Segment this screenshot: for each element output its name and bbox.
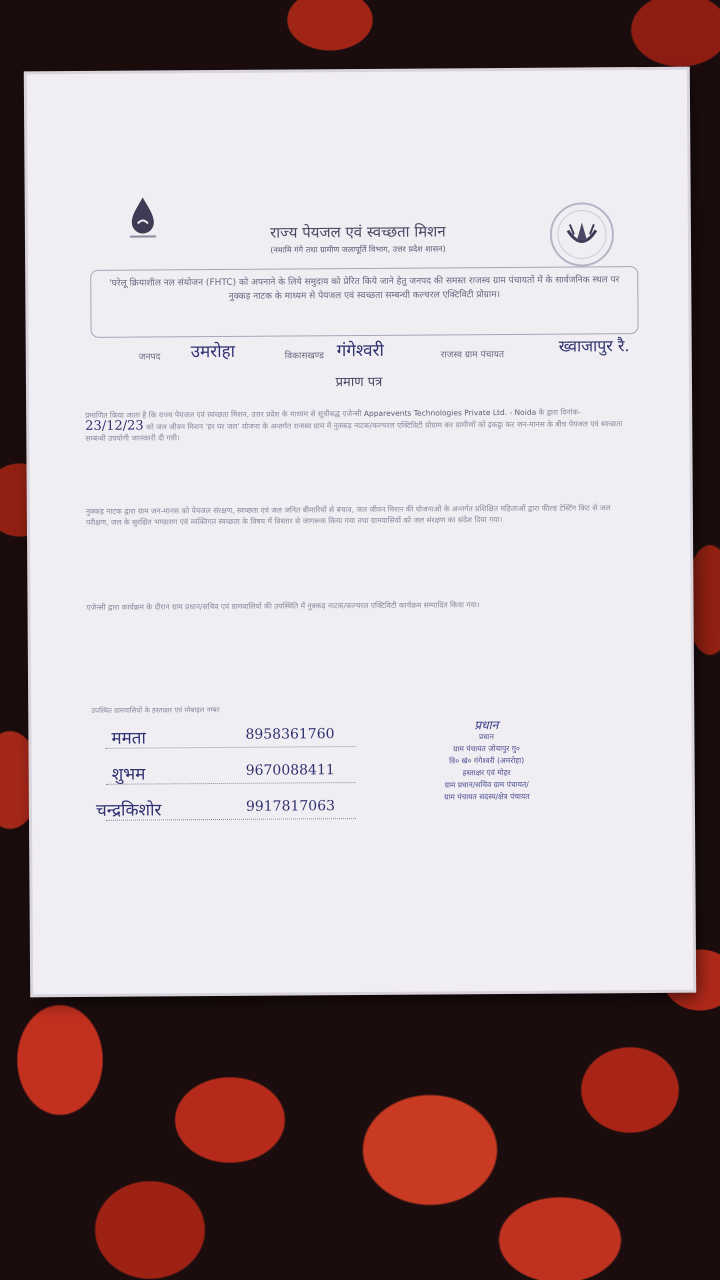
mission-title: राज्य पेयजल एवं स्वच्छता मिशन — [270, 222, 446, 242]
para1-prefix: प्रमाणित किया जाता है कि राज्य पेयजल एवं स्वच्छता मिशन, उत्तर प्रदेश के माध्यम से सूचीबद्ध एजेन्सी — [85, 408, 362, 420]
para1-suffix: को जल जीवन मिशन 'हर घर जल' योजना के अन्तर्गत राजस्व ग्राम में नुक्कड़ नाटक/कल्चरल एक्टिविटी प्रोग्राम कर ग्रामीणों को इकट्ठा कर जन-मानस के बीच पेयजल एवं स्वच्छता सम्बन्धी उपयोगी जानकारी दी गयी। — [85, 419, 623, 443]
signees-list — [95, 724, 356, 834]
signee-row — [96, 796, 356, 834]
certificate-paragraph-2: नुक्कड़ नाटक द्वारा ग्राम जन-मानस को पेयजल संरक्षण, स्वच्छता एवं जल जनित बीमारियों से बचाव, जल जीवन मिशन की योजनाओं के अन्तर्गत प्रशिक्षित महिलाओं द्वारा फील्ड टेस्टिंग किट से जल परीक्षण, जल के सुरक्षित भण्डारण एवं व्यक्तिगत स्वच्छता के विषय में विस्तार से जागरूक किया गया तथा ग्रामवासियों को जल संरक्षण का संदेश दिया गया। — [85, 503, 611, 527]
stamp-line: ग्राम प्रधान/सचिव ग्राम पंचायत/ — [444, 779, 529, 790]
certificate-paper — [27, 70, 693, 995]
stamp-line: वि० खं० गंगेश्वरी (अमरोहा) — [449, 755, 525, 766]
stamp-line: प्रधान — [478, 732, 494, 742]
panchayat-label: राजस्व ग्राम पंचायत — [440, 349, 505, 361]
certificate-paragraph-1 — [85, 406, 631, 444]
stamp-line: ग्राम पंचायत सदस्य/क्षेत्र पंचायत — [444, 791, 530, 802]
event-date: 23/12/23 — [85, 418, 144, 434]
panchayat-value: ख्वाजापुर रै. — [558, 336, 630, 356]
signee-phone: 9670088411 — [245, 762, 335, 779]
signee-phone: 9917817063 — [245, 798, 336, 815]
para1-mid: के द्वारा दिनांक- — [538, 407, 581, 417]
signees-caption: उपस्थित ग्रामवासियों के हस्ताक्षर एवं मोबाइल नम्बर — [91, 705, 220, 715]
signee-name: शुभम — [111, 764, 146, 785]
mission-subtitle: (नमामि गंगे तथा ग्रामीण जलापूर्ति विभाग, उत्तर प्रदेश शासन) — [270, 244, 446, 255]
location-fields — [29, 336, 689, 371]
certificate-paragraph-3: एजेन्सी द्वारा कार्यक्रम के दौरान ग्राम प्रधान/सचिव एवं ग्रामवासियों की उपस्थिति में नुक्कड़ नाटक/कल्चरल एक्टिविटी कार्यक्रम सम्पादित किया गया। — [86, 600, 480, 612]
signee-row — [96, 760, 356, 798]
signee-name: ममता — [111, 728, 146, 749]
signee-name: चन्द्रकिशोर — [95, 800, 162, 821]
block-label: विकासखण्ड — [284, 351, 324, 362]
pradhan-stamp — [411, 719, 562, 804]
stamp-line: ग्राम पंचायत जोयापुर गु० — [453, 743, 520, 754]
district-label: जनपद — [138, 352, 161, 363]
program-banner: 'घरेलू क्रियाशील नल संयोजन (FHTC) को अपनाने के लिये समुदाय को प्रेरित किये जाने हेतु जनपद की समस्त राजस्व ग्राम पंचायतों में के सार्वजनिक स्थल पर नुक्कड़ नाटक के माध्यम से पेयजल एवं स्वच्छता सम्बन्धी कल्चरल एक्टिविटी प्रोग्राम। — [90, 266, 638, 338]
district-value: उमरोहा — [190, 341, 236, 363]
certificate-heading: प्रमाण पत्र — [335, 374, 383, 391]
block-value: गंगेश्वरी — [336, 340, 384, 362]
pradhan-signature: प्रधान — [474, 718, 499, 733]
signee-phone: 8958361760 — [245, 726, 335, 743]
signee-row — [95, 724, 355, 762]
stamp-line: हस्ताक्षर एवं मोहर — [462, 767, 511, 778]
agency-name: Apparevents Technologies Private Ltd. - Noida — [363, 407, 537, 418]
